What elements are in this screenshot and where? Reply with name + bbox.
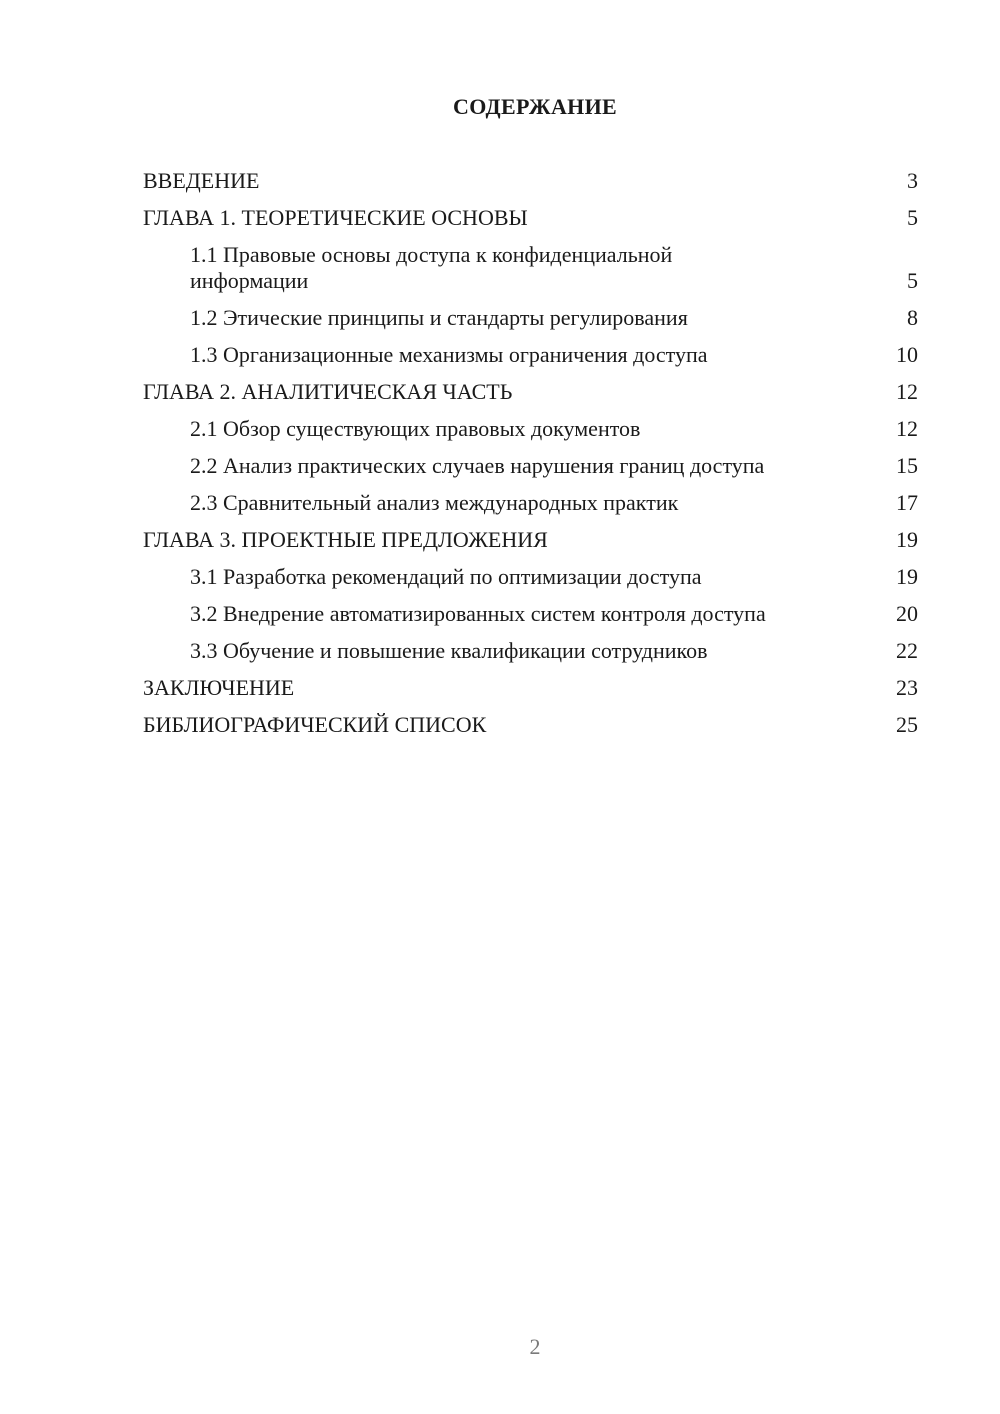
toc-entry-page: 12 bbox=[896, 416, 918, 441]
toc-entry-page: 19 bbox=[896, 527, 918, 552]
toc-entry[interactable] bbox=[143, 712, 918, 738]
toc-entry-title: ГЛАВА 3. ПРОЕКТНЫЕ ПРЕДЛОЖЕНИЯ bbox=[143, 527, 548, 552]
toc-entry-title: 1.1 Правовые основы доступа к конфиденциальной информации bbox=[190, 242, 673, 293]
toc-entry[interactable] bbox=[143, 601, 918, 627]
page-number: 2 bbox=[529, 1334, 541, 1359]
toc-entry-title: 2.2 Анализ практических случаев нарушения границ доступа bbox=[190, 453, 765, 478]
toc-entry-title: 1.3 Организационные механизмы ограничения доступа bbox=[190, 342, 708, 367]
toc-entry-title: 3.2 Внедрение автоматизированных систем контроля доступа bbox=[190, 601, 766, 626]
toc-entry-page: 22 bbox=[896, 638, 918, 663]
toc-entry-page: 5 bbox=[907, 268, 918, 293]
toc-entry-title: ГЛАВА 2. АНАЛИТИЧЕСКАЯ ЧАСТЬ bbox=[143, 379, 513, 404]
toc-entry-title: ГЛАВА 1. ТЕОРЕТИЧЕСКИЕ ОСНОВЫ bbox=[143, 205, 528, 230]
toc-entry-title: ЗАКЛЮЧЕНИЕ bbox=[143, 675, 295, 700]
toc-entry-title: 3.3 Обучение и повышение квалификации сотрудников bbox=[190, 638, 708, 663]
toc-entry-page: 25 bbox=[896, 712, 918, 737]
toc-entry-page: 19 bbox=[896, 564, 918, 589]
toc-entry[interactable] bbox=[143, 564, 918, 590]
toc-entry-title: ВВЕДЕНИЕ bbox=[143, 168, 260, 193]
page-title: СОДЕРЖАНИЕ bbox=[453, 94, 617, 119]
table-of-contents bbox=[143, 168, 918, 749]
toc-entry-page: 20 bbox=[896, 601, 918, 626]
toc-entry[interactable] bbox=[143, 205, 918, 231]
toc-entry[interactable] bbox=[143, 490, 918, 516]
toc-entry-title: 1.2 Этические принципы и стандарты регулирования bbox=[190, 305, 688, 330]
toc-entry-title: 2.1 Обзор существующих правовых документов bbox=[190, 416, 641, 441]
toc-entry[interactable] bbox=[143, 675, 918, 701]
toc-entry-title: 3.1 Разработка рекомендаций по оптимизации доступа bbox=[190, 564, 702, 589]
toc-entry[interactable] bbox=[143, 527, 918, 553]
toc-entry[interactable] bbox=[143, 305, 918, 331]
toc-entry-page: 23 bbox=[896, 675, 918, 700]
toc-entry-title: 2.3 Сравнительный анализ международных практик bbox=[190, 490, 679, 515]
toc-entry-page: 10 bbox=[896, 342, 918, 367]
toc-entry-title: БИБЛИОГРАФИЧЕСКИЙ СПИСОК bbox=[143, 712, 487, 737]
toc-entry[interactable] bbox=[143, 453, 918, 479]
toc-entry[interactable] bbox=[143, 416, 918, 442]
toc-entry[interactable] bbox=[143, 168, 918, 194]
toc-entry[interactable] bbox=[143, 638, 918, 664]
toc-entry-page: 17 bbox=[896, 490, 918, 515]
toc-entry[interactable] bbox=[143, 379, 918, 405]
toc-entry-page: 5 bbox=[907, 205, 918, 230]
toc-entry-page: 12 bbox=[896, 379, 918, 404]
toc-entry-page: 15 bbox=[896, 453, 918, 478]
toc-entry[interactable] bbox=[143, 342, 918, 368]
toc-entry[interactable] bbox=[143, 242, 918, 294]
toc-entry-page: 3 bbox=[907, 168, 918, 193]
toc-entry-page: 8 bbox=[907, 305, 918, 330]
